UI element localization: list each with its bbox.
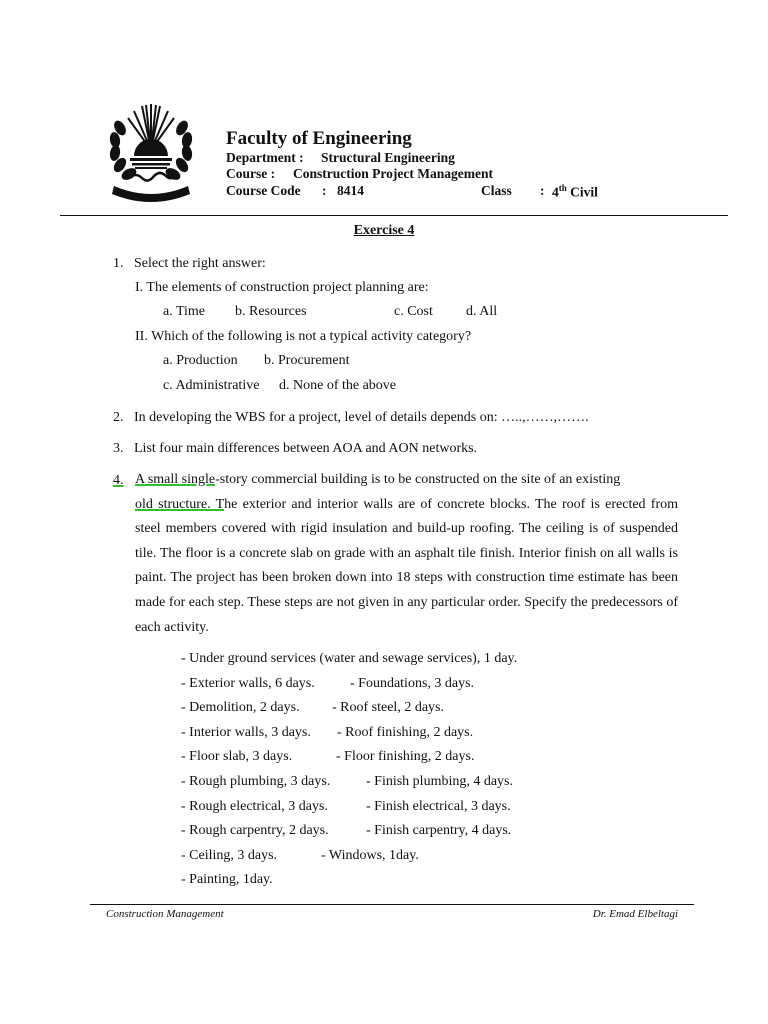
q1-part2-option-c: c. Administrative (163, 378, 260, 393)
activity-item: - Rough plumbing, 3 days. (181, 774, 331, 789)
activity-item: - Painting, 1day. (181, 872, 273, 888)
university-seal-icon (106, 98, 196, 206)
activity-item: - Exterior walls, 6 days. (181, 675, 315, 691)
q1-part1-option-c: c. Cost (394, 304, 433, 319)
q1-part2-option-b: b. Procurement (264, 353, 350, 368)
course-code-colon: : (322, 183, 327, 198)
activity-item: - Windows, 1day. (321, 847, 419, 863)
faculty-title: Faculty of Engineering (226, 128, 412, 149)
activity-row (181, 847, 419, 864)
activity-row (181, 798, 511, 815)
footer-left: Construction Management (106, 908, 224, 920)
q4-highlight-2: old structure. T (135, 496, 225, 512)
class-label: Class (481, 183, 512, 198)
activity-row (181, 724, 474, 741)
activity-row (181, 651, 517, 667)
course-code-label: Course Code (226, 183, 301, 198)
activity-item: - Roof steel, 2 days. (332, 700, 444, 716)
q1-text: Select the right answer: (134, 256, 266, 271)
q3-text: List four main differences between AOA and AON networks. (134, 441, 478, 456)
footer-divider (90, 904, 694, 905)
class-value: 4th Civil (552, 183, 598, 200)
exercise-title: Exercise 4 (353, 223, 415, 238)
q1-part1-option-a: a. Time (163, 304, 206, 319)
activity-item: - Finish electrical, 3 days. (366, 798, 511, 814)
activity-item: - Rough electrical, 3 days. (181, 798, 328, 814)
q1-part2-text: II. Which of the following is not a typical activity category? (135, 329, 472, 344)
activity-item: - Roof finishing, 2 days. (337, 724, 474, 740)
q1-part1-option-b: b. Resources (235, 304, 307, 319)
activity-item: - Interior walls, 3 days. (181, 724, 311, 740)
q3-number: 3. (113, 441, 124, 456)
activity-row (181, 774, 514, 790)
q1-part1-option-d: d. All (466, 304, 498, 319)
university-logo (106, 98, 196, 206)
course-code-value: 8414 (337, 183, 364, 198)
activity-item: - Ceiling, 3 days. (181, 847, 278, 863)
activity-row (181, 749, 475, 765)
activity-item: - Finish plumbing, 4 days. (366, 774, 514, 789)
activity-item: - Foundations, 3 days. (350, 675, 475, 691)
department-label: Department : (226, 150, 304, 165)
activity-item: - Under ground services (water and sewage services), 1 day. (181, 651, 518, 666)
activity-item: - Finish carpentry, 4 days. (366, 823, 512, 839)
q1-part2-option-a: a. Production (163, 353, 238, 368)
activity-row (181, 675, 475, 692)
course-label: Course : (226, 166, 276, 181)
activity-item: - Demolition, 2 days. (181, 700, 300, 716)
department-value: Structural Engineering (321, 150, 455, 165)
q2-text: In developing the WBS for a project, level of details depends on: …..,……,……. (134, 410, 589, 425)
header-divider (60, 215, 728, 216)
footer-right: Dr. Emad Elbeltagi (592, 908, 678, 920)
q4-number: 4. (113, 473, 124, 488)
q4-paragraph: A small single-story commercial building is to be constructed on the site of an existing old structure. The exterior and interior walls are of concrete blocks. The roof is erected from steel members covered with rigid insulation and build-up roofing. The ceiling is of suspended tile. The floor is a concrete slab on grade with an asphalt tile finish. Interior finish on all walls is paint. The project has been broken down into 18 steps with construction time estimate has been made for each step. These steps are not given in any particular order. Specify the predecessors of each activity. (135, 472, 678, 635)
q4-highlight-1: A small single (135, 472, 216, 487)
activity-item: - Rough carpentry, 2 days. (181, 823, 329, 839)
q1-part2-option-d: d. None of the above (279, 378, 397, 393)
class-colon: : (540, 183, 545, 198)
activity-row (181, 872, 273, 888)
activity-row (181, 700, 444, 716)
q1-number: 1. (113, 256, 124, 271)
activity-item: - Floor slab, 3 days. (181, 749, 293, 765)
q2-number: 2. (113, 410, 124, 425)
course-value: Construction Project Management (293, 166, 493, 181)
q1-part1-text: I. The elements of construction project planning are: (135, 280, 429, 295)
activity-row (181, 823, 512, 839)
activity-item: - Floor finishing, 2 days. (336, 749, 475, 765)
